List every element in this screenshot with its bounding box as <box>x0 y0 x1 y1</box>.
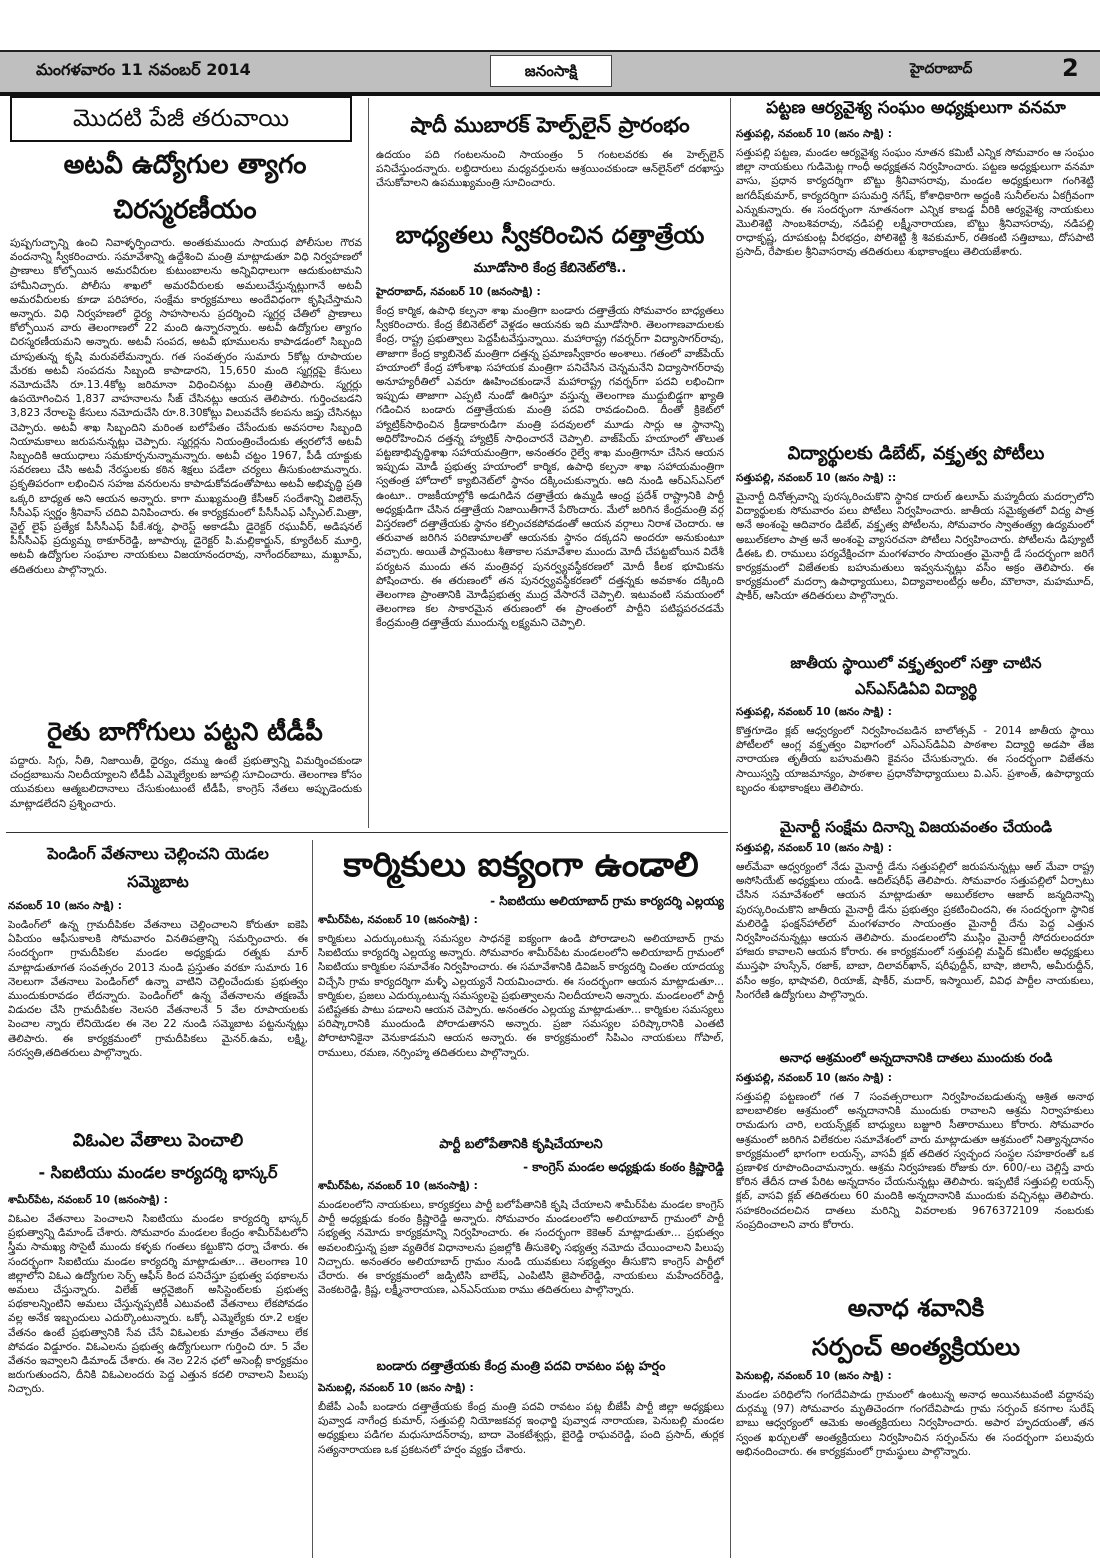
article-body: పెండింగ్‌లో ఉన్న గ్రామదీపికల వేతనాలు చెల్లించాలని కోరుతూ ఐకెపి ఏపియం ఆఫీసుకాలకి సోమవారం వినతిపత్రాన్ని సమర్పించారు. ఈ సందర్భంగా గ్రామదీపికల మండల అధ్యక్షుడు రత్నకు మార్ మాట్లాడుతూగత సంవత్సరం 2013 నుండి ప్రస్తుతం వరకూ సుమారు 16 నెలలుగా వేతనాలు పెండింగ్‌లో ఉన్నా వాటిని చెల్లించేందుకు ప్రభుత్వం ముందుకురావడం లేదన్నారు. పెండింగ్‌లో ఉన్న వేతనాలను తక్షణమే విడుదల చేసి గ్రామదీపికల నెలసరి వేతనాలనే 5 వేల రూపాయలకు పెంచాల న్నారు లేనియెడల ఈ నెల 22 నుండి సమ్మెబాట పట్టనున్నట్లు తెలిపారు. ఈ కార్యక్రమంలో గ్రామదీపికలు మైనర్.ఉమ, లక్ష్మి, సరస్వతి,తదితరులు పాల్గొన్నారు. <box>8 919 308 1059</box>
sub-headline: మూడోసారి కేంద్ర కేబినెట్‌లోకి.. <box>473 261 627 276</box>
dateline: సత్తుపల్లి, నవంబర్ 10 (జనం సాక్షి) : <box>736 1072 892 1084</box>
article-body: విఓఎల వేతనాలు పెంచాలని సిఐటియు మండల కార్యదర్శి భాస్కర్ ప్రభుత్వాన్ని డిమాండ్ చేశారు. సోమవారం మండలల కేంద్రం శామీర్‌పేటలోని స్త్రీమ సామఖ్య సొసైటీ ముందు కళ్ళకు గంతలు కట్టుకొని ధర్నా చేశారు. ఈ సందర్భంగా సిఐటియు మండల కార్యదర్శి మాట్లాడుతూ... తెలంగాణ 10 జిల్లాలోని విఓఎ ఉద్యోగుల సెర్ప్ ఆఫీస్ కింద పనిచేస్తూ ప్రభుత్వ పథకాలను అమలు చేస్తున్నారు. విలేజ్ ఆర్గనైజింగ్ అసిస్టెంట్‌లకు ప్రభుత్వ పథకాలన్నింటిని అమలు చేస్తున్నప్పటికీ ఎటువంటి వేతనాలు లేకపోవడం వల్ల అనేక ఇబ్బందులు ఎదుర్కొంటున్నారు. ఒక్కో ఎమ్మెల్యేకు రూ.2 లక్షల వేతనం ఉంటే ప్రభుత్వానికి సేవ చేసే విఓఎలకు మాత్రం వేతనాలు లేక పోవడం విడ్డూరం. విఓఎలను ప్రభుత్వ ఉద్యోగులుగా గుర్తించి రూ. 5 వేల వేతనం ఇవ్వాలని డిమాండ్ చేశారు. ఈ నెల 22న ఛలో అసెంబ్లీ కార్యక్రమం జరుగుతుందని, దీనికి విఓఎలందరు పెద్ద ఎత్తున కదలి రావాలని పిలుపు నిచ్చారు. <box>8 1213 308 1396</box>
headline: రైతు బాగోగులు పట్టని టీడీపీ <box>47 717 323 746</box>
headline: అనాధ ఆశ్రమంలో అన్నదానానికి దాతలు ముందుకు రండి <box>779 1050 1053 1065</box>
headline: షాదీ ముబారక్ హెల్ప్‌లైన్ ప్రారంభం <box>410 113 690 137</box>
dateline: పెనుబల్లి, నవంబర్ 10 (జనం సాక్షి) : <box>736 1370 892 1382</box>
masthead-logo: జనంసాక్షి <box>490 55 612 87</box>
page-number: 2 <box>1062 54 1079 82</box>
column-divider <box>368 98 369 828</box>
issue-date: మంగళవారం 11 నవంబర్ 2014 <box>36 60 251 79</box>
article-body: బీజేపీ ఎంపీ బండారు దత్తాత్రేయకు కేంద్ర మంత్రి పదవి రావటం పట్ల బీజేపీ పార్టీ జిల్లా అధ్యక్షులు పువ్వాడ నాగేంద్ర కుమార్, సత్తుపల్లి నియోజకవర్గ ఇంఛార్జి పువ్వాడ నారాయణ, పెనుబల్లి మండల అధ్యక్షులు పడిగల మధుసూదన్‌రావు, బాదా వెంకటేశ్వర్లు, బైరెడ్డి రాఘవరెడ్డి, పంది ప్రసాద్, తుర్లక సత్యనారాయణ ఒక ప్రకటనలో హర్షం వ్యక్తం చేశారు. <box>318 1401 724 1456</box>
article-body: మైనార్టీ దినోత్సవాన్ని పురస్కరించుకొని స్థానిక దారుల్ ఉలూమ్ మహ్మదీయ మదర్సాలోని విద్యార్థులకు సోమవారం పలు పోటీలు నిర్వహించారు. జాతీయ సమైక్యతలో విద్య పాత్ర అనే అంశంపై ఆదివారం డిబేట్, వక్తృత్వ పోటీలను, సోమవారం స్వాతంత్య్ర ఉద్యమంలో అబుల్‌కలాం పాత్ర అనే అంశంపై వ్యాసరచనా పోటీలు నిర్వహించారు. పోటీలను డిప్యూటీ డీఈఓ బి. రాములు పర్యవేక్షించగా మంగళవారం సాయంత్రం మైనార్టీ డే సందర్భంగా జరిగే కార్యక్రమంలో విజేతలకు బహుమతులు ఇవ్వనున్నట్లు వసీం అక్రం తెలిపారు. ఈ కార్యక్రమంలో మదర్సా ఉపాధ్యాయులు, విద్యావాలంటీర్లు అలీం, మౌలానా, మహమూద్, షాకీర్, ఆసియా తదితరులు పాల్గొన్నారు. <box>736 491 1094 603</box>
dateline: పెనుబల్లి, నవంబర్ 10 (జనం సాక్షి) : <box>318 1382 474 1394</box>
headline: మైనార్టీ సంక్షేమ దినాన్ని విజయవంతం చేయండి <box>779 818 1053 836</box>
article-body: సత్తుపల్లి పట్టణంలో గత 7 సంవత్సరాలుగా నిర్వహించబడుతున్న ఆశ్రిత అనాథ బాలబాలికల ఆశ్రమంలో అన్నదానానికి ముందుకు రావాలని ఆశ్రమ నిర్వాహకులు రామడుగు చారి, లయన్స్‌క్లబ్ బాధ్యులు బజ్జూరి సీతారాములు కోరారు. సోమవారం ఆశ్రమంలో జరిగిన విలేకరుల సమావేశంలో వారు మాట్లాడుతూ ఆశ్రమంలో నిత్యాన్నదానం కార్యక్రమంలో భాగంగా లయన్స్, వాసవీ క్లబ్ తదితర స్వచ్ఛంద సంస్థల సహకారంతో ఒక ప్రణాళిక రూపొందించామన్నారు. ఆశ్రమ నిర్వహణకు రోజుకు రూ. 600/-లు చెల్లిస్తే వారు కోరిన తేదీన దాత పేరిట అన్నదానం చేయనున్నట్లు తెలిపారు. ఇప్పటికే సత్తుపల్లి లయన్స్ క్లబ్, వాసవి క్లబ్ తదితరులు 60 మందికి అన్నదానానికి ముందుకు వచ్చినట్లు తెలిపారు. సహకరించదలచిన దాతలు మరిన్ని వివరాలకు 9676372109 నంబరుకు సంప్రదించాలని వారు కోరారు. <box>736 1091 1094 1231</box>
headline: అటవీ ఉద్యోగుల త్యాగం <box>63 150 307 180</box>
headline: ఎస్ఎస్‌డిఏవి విద్యార్థి <box>854 680 978 698</box>
headline: విఓఎల వేతాలు పెంచాలి <box>72 1130 244 1151</box>
article-body: మండలంలోని నాయకులు, కార్యకర్తలు పార్టీ బలోపేతానికి కృషి చేయాలని శామీర్‌పేట మండల కాంగ్రెస్ పార్టీ అధ్యక్షుడు కంఠం క్రిష్ణారెడ్డి అన్నారు. సోమవారం మండలంలోని అలియాబాద్ గ్రామంలో పార్టీ సభ్యత్వ నమోదు కార్యక్రమాన్ని నిర్వహించారు. ఈ సందర్భంగా కెకెఆర్ మాట్లాడుతూ... ప్రభుత్వం అవలంబిస్తున్న ప్రజా వ్యతిరేక విధానాలను ప్రజల్లోకి తీసుకెళ్ళి సభ్యత్వ నమోదు చేయించాలని పిలుపు నిచ్చారు. అనంతరం అలియాబాద్ గ్రామం నుండి యువకులు సభ్యత్వం తీసుకొని కాంగ్రెస్ పార్టీలో చేరారు. ఈ కార్యక్రమంలో జడ్పిటిసి బాలేష్, ఎంపిటిసి జైపాల్‌రెడ్డి, నాయకులు మహేందర్‌రెడ్డి, వెంకటరెడ్డి, క్రిష్ణ, లక్ష్మీనారాయణ, ఎన్ఎస్‌యుఐ రాము తదితరులు పాల్గొన్నారు. <box>318 1199 724 1297</box>
dateline: శామీర్‌పేట, నవంబర్ 10 (జనంసాక్షి) : <box>318 914 478 926</box>
headline: అనాధ శవానికి <box>847 1294 985 1322</box>
headline: సమ్మెబాట <box>127 872 189 891</box>
dateline: శామీర్‌పేట, నవంబర్ 10 (జనంసాక్షి) : <box>318 1180 478 1192</box>
headline: జాతీయ స్థాయిలో వక్తృత్వంలో సత్తా చాటిన <box>790 654 1042 672</box>
headline: పెండింగ్ వేతనాలు చెల్లించని యెడల <box>47 844 269 863</box>
edition-city: హైదరాబాద్ <box>910 61 973 77</box>
article-body: ఆల్‌మేవా ఆధ్వర్యంలో నేడు మైనార్టీ డేను సత్తుపల్లిలో జరుపనున్నట్లు ఆల్ మేవా రాష్ట్ర అసోసియేట్ అధ్యక్షులు యండి. ఆదిల్‌షరీఫ్ తెలిపారు. సోమవారం సత్తుపల్లిలో ఏర్పాటు చేసిన సమావేశంలో ఆయన మాట్లాడుతూ అబుల్‌కలాం ఆజాద్ జన్మదినాన్ని పురస్కరించుకొని జాతీయ మైనార్టీ డేను ప్రభుత్వం ప్రకటించిందని, ఈ సందర్భంగా స్థానిక మలిరెడ్డి ఫంక్షన్‌హాల్‌లో మంగళవారం సాయంత్రం మైనార్టీ దేను పెద్ద ఎత్తున నిర్వహించనున్నట్లు ఆయన తెలిపారు. మండలంలోని ముస్లిం మైనార్టీ సోదరులందరూ హాజరు కావాలని ఆయన కోరారు. ఈ కార్యక్రమంలో సత్తుపల్లి మస్జిద్ కమిటీల అధ్యక్షులు ముస్తఫా హుస్సేన్, రజాక్, బాబా, దిలావర్‌ఖాన్, షరీఫుద్దీన్, బాషా, జిలానీ, అమీరుద్దీన్, వసీం అక్రం, భాషావలి, రియాజ్, షాకీర్, మదార్, ఇస్మాయిల్, వివిధ పార్టీల నాయకులు, సింగరేణి ఉద్యోగులు పాల్గొన్నారు. <box>736 861 1094 1001</box>
dateline: సత్తుపల్లి, నవంబర్ 10 (జనం సాక్షి) :: <box>736 472 897 484</box>
column-divider <box>730 98 731 1558</box>
dateline: హైదరాబాద్, నవంబర్ 10 (జనంసాక్షి) : <box>376 286 541 298</box>
article-body: పద్దారు. సిగ్గు, నీతి, నిజాయితీ, ధైర్యం, దమ్ము ఉంటే ప్రభుత్వాన్ని విమర్శించకుండా చంద్రబాబును నిలదీయ్యాలని టీడీపీ ఎమ్మెల్యేలకు జూపల్లి సూచించారు. తెలంగాణ కోసం యువకులు ఆత్మబలిదానాలు చేసుకుంటుంటే టీడీపీ, కాంగ్రెస్ నేతలు అప్పుడెందుకు మాట్లాడలేదని ప్రశ్నించారు. <box>10 755 362 810</box>
byline: - సిఐటియు మండల కార్యదర్శి భాస్కర్ <box>38 1163 278 1182</box>
headline: పట్టణ ఆర్యవైశ్య సంఘం అధ్యక్షులుగా వనమా <box>766 98 1066 118</box>
dateline: శామీర్‌పేట, నవంబర్ 10 (జనంసాక్షి) : <box>8 1194 168 1206</box>
headline: బాధ్యతలు స్వీకరించిన దత్తాత్రేయ <box>395 221 705 249</box>
article-body: కార్మికులు ఎదుర్కుంటున్న సమస్యల సాధనకై ఐక్యంగా ఉండి పోరాడాలని అలియాబాద్ గ్రామ సిఐటియు కార్యదర్శి ఎల్లయ్య అన్నారు. సోమవారం శామీర్‌పేట మండలంలోని అలియాబాద్ గ్రామంలో సిఐటియు కార్మికుల సమావేశం నిర్వహించారు. ఈ సమావేశానికి డివిజన్ కార్యదర్శి చింతల యాదయ్య విచ్చేసి గ్రామ కార్యదర్శిగా మళ్ళీ ఎల్లయ్యనే నియమించారు. ఈ సందర్భంగా ఆయన మాట్లాడుతూ... కార్మికుల, ప్రజలు ఎదుర్కుంటున్న సమస్యలపై ప్రభుత్వాలను నిలదీయాలని అన్నారు. మండలంలో పార్టీ పటిష్టతకు పాటు పడాలని ఆయన చెప్పారు. అనంతరం ఎల్లయ్య మాట్లాడుతూ... కార్మికుల సమస్యలు పరిష్కారానికి ముందుండి పోరాడుతానని అన్నారు. ప్రజా సమస్యల పరిష్కారానికి ఎంతటి పోరాటానికైనా వెనుకాడమని ఆయన అన్నారు. ఈ కార్యక్రమంలో సిపిఎం నాయకులు గోపాల్, రాములు, రమణ, నర్సింహ్మ తదితరులు పాల్గొన్నారు. <box>318 933 724 1059</box>
article-body: పుష్పగుచ్ఛాన్ని ఉంచి నివాళ్ళర్పించారు. అంతకుముందు సాయుధ పోలీసుల గౌరవ వందనాన్ని స్వీకరించారు. సమావేశాన్ని ఉద్దేశించి మంత్రి మాట్లాడుతూ విధి నిర్వహణలో ప్రాణాలు కోల్పోయిన అమరవీరుల కుటుంబాలను అన్నివిధాలుగా ఆదుకుంటామని హామీనిచ్చారు. పోలీసు శాఖలో అమరవీరులకు అమలుచేస్తున్నట్లుగానే అటవీ అమరవీరులకు కూడా పరిహారం, సంక్షేమ కార్యక్రమాలు అందేవిధంగా కృషిచేస్తామని అన్నారు. విధి నిర్వహణలో ధైర్య సాహసాలను ప్రదర్శించి స్మగ్లర్ల చేతిలో ప్రాణాలు కోల్పోయిన వారు తెలంగాణలో 22 మంది ఉన్నారన్నారు. అటవీ ఉద్యోగుల త్యాగం చిరస్మరణీయమని అన్నారు. అటవీ సంపద, అటవీ భూములను కాపాడడంలో సిబ్బంది చూపుతున్న కృషి మరువలేమన్నారు. గత సంవత్సరం సుమారు 5కోట్ల రూపాయల మేరకు అటవీ సంపదను సిబ్బంది కాపాడారని, 15,650 మంది స్మగ్లర్లపై కేసులు నమోదుచేసి రూ.13.4కోట్ల జరిమానా విధించినట్లు మంత్రి తెలిపారు. స్మగ్లర్లు ఉపయోగించిన 1,837 వాహనాలను సీజ్ చేసినట్లు ఆయన తెలిపారు. గుర్తించబడని 3,823 నేరాలపై కేసులు నమోదుచేసి రూ.8.30కోట్లు విలువచేసే కలపను జప్తు చేసినట్లు చెప్పారు. అటవీ శాఖ సిబ్బందిని మరింత బలోపేతం చేసేందుకు అవసరాల సిబ్బంది నియామకాలు జరుపనున్నట్లు చెప్పారు. స్మగ్లర్లను నియంత్రించేందుకు త్వరలోనే అటవీ సిబ్బందికి ఆయుధాలు సమకూర్చనున్నామన్నారు. అటవీ చట్టం 1967, పీడీ యాక్టుకు సవరణలు చేసి అటవీ నేరస్థులకు కఠిన శిక్షలు పడేలా చర్యలు తీసుకుంటామన్నారు. ప్రకృతిపరంగా లభించిన సహజ వనరులను కాపాడుకోవడంతోపాటు అటవీ అభివృద్ధి ప్రతి ఒక్కరి బాధ్యత అని ఆయన అన్నారు. కాగా ముఖ్యమంత్రి కేసీఆర్ సందేశాన్ని విజిలెన్స్ సీసీఎఫ్ స్వర్ణం శ్రీనివాస్ చదివి వినిపించారు. ఈ కార్యక్రమంలో పీసీసీఎఫ్ ఎస్పీఎల్.మిత్రా, వైల్డ్ లైఫ్ ప్రత్యేక పీసీసీఎఫ్ పీకే.శర్మ, ఫారెస్ట్ అకాడమీ డైరెక్టర్ రఘువీర్, అడిషనల్ పీసీసీఎఫ్ ప్రద్యుమ్న ఠాకూర్‌రెడ్డి, జూపార్కు డైరెక్టర్ పి.మల్లికార్జున్, క్యూరేటర్ మూర్తి, అటవీ ఉద్యోగుల సంఘాల నాయకులు విజయానందరావు, నాగేందర్‌బాబు, మఖ్దూమ్, తదితరులు పాల్గొన్నారు. <box>10 237 362 576</box>
headline: పార్టీ బలోపేతానికి కృషిచేయాలని <box>439 1137 603 1152</box>
article-body: ఉదయం పది గంటలనుంచి సాయంత్రం 5 గంటలవరకు ఈ హెల్ప్‌లైన్ పనిచేస్తుందన్నారు. లబ్ధిదారులు మధ్యవర్తులను ఆశ్రయించకుండా ఆన్‌లైన్‌లో దరఖాస్తు చేసుకోవాలని ఉపముఖ్యమంత్రి సూచించారు. <box>376 149 724 190</box>
headline: బండారు దత్తాత్రేయకు కేంద్ర మంత్రి పదవి రావటం పట్ల హర్షం <box>376 1358 666 1373</box>
byline: - సిఐటియు అలియాబాద్ గ్రామ కార్యదర్శి ఎల్లయ్య <box>490 894 724 908</box>
dateline: సత్తుపల్లి, నవంబర్ 10 (జనం సాక్షి) : <box>736 128 892 140</box>
headline: సర్పంచ్ అంత్యక్రియలు <box>811 1333 1021 1361</box>
article-body: సత్తుపల్లి పట్టణ, మండల ఆర్యవైశ్య సంఘం నూతన కమిటీ ఎన్నిక సోమవారం ఆ సంఘం జిల్లా నాయకులు గుడిమెట్ల గాంధీ అధ్యక్షతన నిర్వహించారు. పట్టణ అధ్యక్షులుగా వనమా వాసు, ప్రధాన కార్యదర్శిగా బొట్టు శ్రీనివాసరావు, మండల అధ్యక్షులుగా గంగిశెట్టి జగదీష్‌కుమార్, కార్యదర్శిగా పసుమర్తి నగేష్, కోశాధికారిగా అద్దంకి సునీల్‌లను ఏకగ్రీవంగా ఎన్నుకున్నారు. ఈ సందర్భంగా నూతనంగా ఎన్నిక కాబడ్డ వీరికి ఆర్యవైశ్య నాయకులు మొలిశెట్టి సాంబశివరావు, నడిపల్లి లక్ష్మీనారాయణ, బొట్టు శ్రీనివాసరావు, నడిపల్లి రాధాకృష్ణ, దూపకుంట్ల వీరభద్రం, పోలిశెట్టి శ్రీ శివకుమార్, రతికంటి సత్తిబాబు, దోసపాటి ప్రసాద్, రేపాకుల శ్రీనివాసరావు తదితరులు శుభాకాంక్షలు తెలియజేశారు. <box>736 147 1094 259</box>
article-body: మండల పరిధిలోని గంగదేవిపాడు గ్రామంలో ఉంటున్న అనాధ అయినటువంటి వద్దానపు దుర్గమ్మ (97) సోమవారం మృతిచెందగా గంగదేవిపాడు గ్రామ సర్పంచ్ కనగాల సురేష్ బాబు ఆధ్వర్యంలో ఆమెకు అంత్యక్రియలు నిర్వహించారు. అపార హృదయంతో, తన స్వంత ఖర్చులతో అంత్యక్రియలు నిర్వహించిన సర్పంచ్‌ను ఈ సందర్భంగా పలువురు అభినందించారు. ఈ కార్యక్రమంలో గ్రామస్థులు పాల్గొన్నారు. <box>736 1389 1094 1458</box>
dateline: సత్తుపల్లి, నవంబర్ 10 (జనం సాక్షి) : <box>736 706 892 718</box>
article-body: కేంద్ర కార్మిక, ఉపాధి కల్పనా శాఖ మంత్రిగా బండారు దత్తాత్రేయ సోమవారం బాధ్యతలు స్వీకరించారు. కేంద్ర కేబినెట్‌లో వెళ్లడం ఆయనకు ఇది మూడోసారి. తెలంగాణవాదులకు కేంద్ర, రాష్ట్ర ప్రభుత్వాలు పెద్దపీటవేస్తున్నాయి. మహారాష్ట్ర గవర్నర్‌గా విద్యాసాగర్‌రావు, తాజాగా కేంద్ర క్యాబినెట్ మంత్రిగా దత్తన్న ప్రమాణస్వీకారం అంశాలు. గతంలో వాజ్‌పేయ్ హయాంలో కేంద్ర హోంశాఖ సహాయక మంత్రిగా పనిచేసిన చెన్నమనేని విద్యాసాగర్‌రావు అనూహ్యరీతిలో ఎవరూ ఊహించకుండానే మహారాష్ట్ర గవర్నర్‌గా పదవి లభించిగా ఇప్పుడు తాజాగా ఎప్పటి నుండో ఊరిస్తూ వస్తున్న తెలంగాణ ముద్దుబిడ్డగా ఖ్యాతి గడించిన బండారు దత్తాత్రేయకు మంత్రి పదవి రావడంచింది. దీంతో క్రికెట్‌లో హ్యాట్రిక్‌సాధించిన క్రీడాకారుడిగా మంత్రి పదవులలో మూడు సార్లు ఆ స్థానాన్ని అధిరోహించిన దత్తన్న హ్యాట్రిక్ సాధించారనే చెప్పాలి. వాజ్‌పేయ్ హయాంలో తొలుత పట్టణాభివృద్ధిశాఖ సహాయమంత్రిగా, అనంతరం రైల్వే శాఖ మంత్రిగానూ చేసిన ఆయన ఇప్పుడు మోడీ ప్రభుత్వ హయాంలో కార్మిక, ఉపాధి కల్పనా శాఖ సహాయమంత్రిగా స్వతంత్ర హోదాలో క్యాబినెట్‌లో స్థానం దక్కించుకున్నారు. ఆది నుండి ఆర్ఎస్ఎస్‌లో ఉంటూ.. రాజకీయాల్లోకి అడుగిడిన దత్తాత్రేయ ఉమ్మడి ఆంధ్ర ప్రదేశ్ రాష్ట్రానికి పార్టీ అధ్యక్షుడిగా చేసిన దత్తాత్రేయ నిజాయితీగానే పేరొందారు. మేలో జరిగిన కేంద్రమంత్రి వర్గ విస్తరణలో దత్తాత్రేయకు స్థానం కల్పించకపోవడంతో ఆయన వర్గాలు నిరాశ చెందారు. ఆ తరువాత జరిగిన పరిణామాలతో ఆయనకు స్థానం దక్కదని అందరూ అనుకుంటూ వచ్చారు. అయితే పార్లమెంటు శీతాకాల సమావేశాల ముందు మోదీ చేపట్టబోయిన విదేశీ పర్యటన ముందు తన మంత్రివర్గ పునర్వ్యవస్థీకరణలో మోదీ కీలక భూమికను పోషించారు. ఈ తరుణంలో తన పునర్వ్యవస్థీకరణలో దత్తన్నకు అవకాశం దక్కింది తెలంగాణ ప్రాంతానికి మోడీప్రభుత్వ ముద్ర వేసారనే చెప్పాలి. ఇటువంటి సమయంలో తెలంగాణ కల సాకారమైన తరుణంలో ఈ ప్రాంతంలో పార్టీని పటిష్టపరచడమే కేంద్రమంత్రి దత్తాత్రేయ ముందున్న లక్ష్యమని చెప్పాలి. <box>376 305 724 630</box>
section-divider <box>6 832 728 833</box>
dateline: సత్తుపల్లి, నవంబర్ 10 (జనం సాక్షి) : <box>736 842 892 854</box>
byline: - కాంగ్రెస్ మండల అధ్యక్షుడు కంఠం క్రిష్ణారెడ్డి <box>523 1160 724 1174</box>
dateline: నవంబర్ 10 (జనం సాక్షి) : <box>8 900 122 912</box>
headline: చిరస్మరణీయం <box>113 195 257 225</box>
page-header <box>0 50 1100 96</box>
article-body: కొత్తగూడెం క్లబ్ ఆధ్వర్యంలో నిర్వహించబడిన బాలోత్సవ్ - 2014 జాతీయ స్థాయి పోటీలలో ఆంగ్ల వక్తృత్వం విభాగంలో ఎస్ఎస్‌డిఏవి పాఠశాల విద్యార్థి అడపా తేజ నారాయణ తృతీయ బహుమతిని కైవసం చేసుకున్నారు. ఈ సందర్భంగా విజేతను సాయిస్వస్తి యాజమాన్యం, పాఠశాల ప్రధానోపాధ్యాయులు వి.ఎస్. ప్రశాంత్, ఉపాధ్యాయ బృందం శుభాకాంక్షలు తెలిపారు. <box>736 725 1094 794</box>
continuation-tag: మొదటి పేజీ తరువాయి <box>10 96 352 142</box>
headline: విద్యార్థులకు డిబేట్, వక్తృత్వ పోటీలు <box>787 443 1045 464</box>
headline: కార్మికులు ఐక్యంగా ఉండాలి <box>343 845 699 885</box>
column-divider <box>312 840 313 1558</box>
